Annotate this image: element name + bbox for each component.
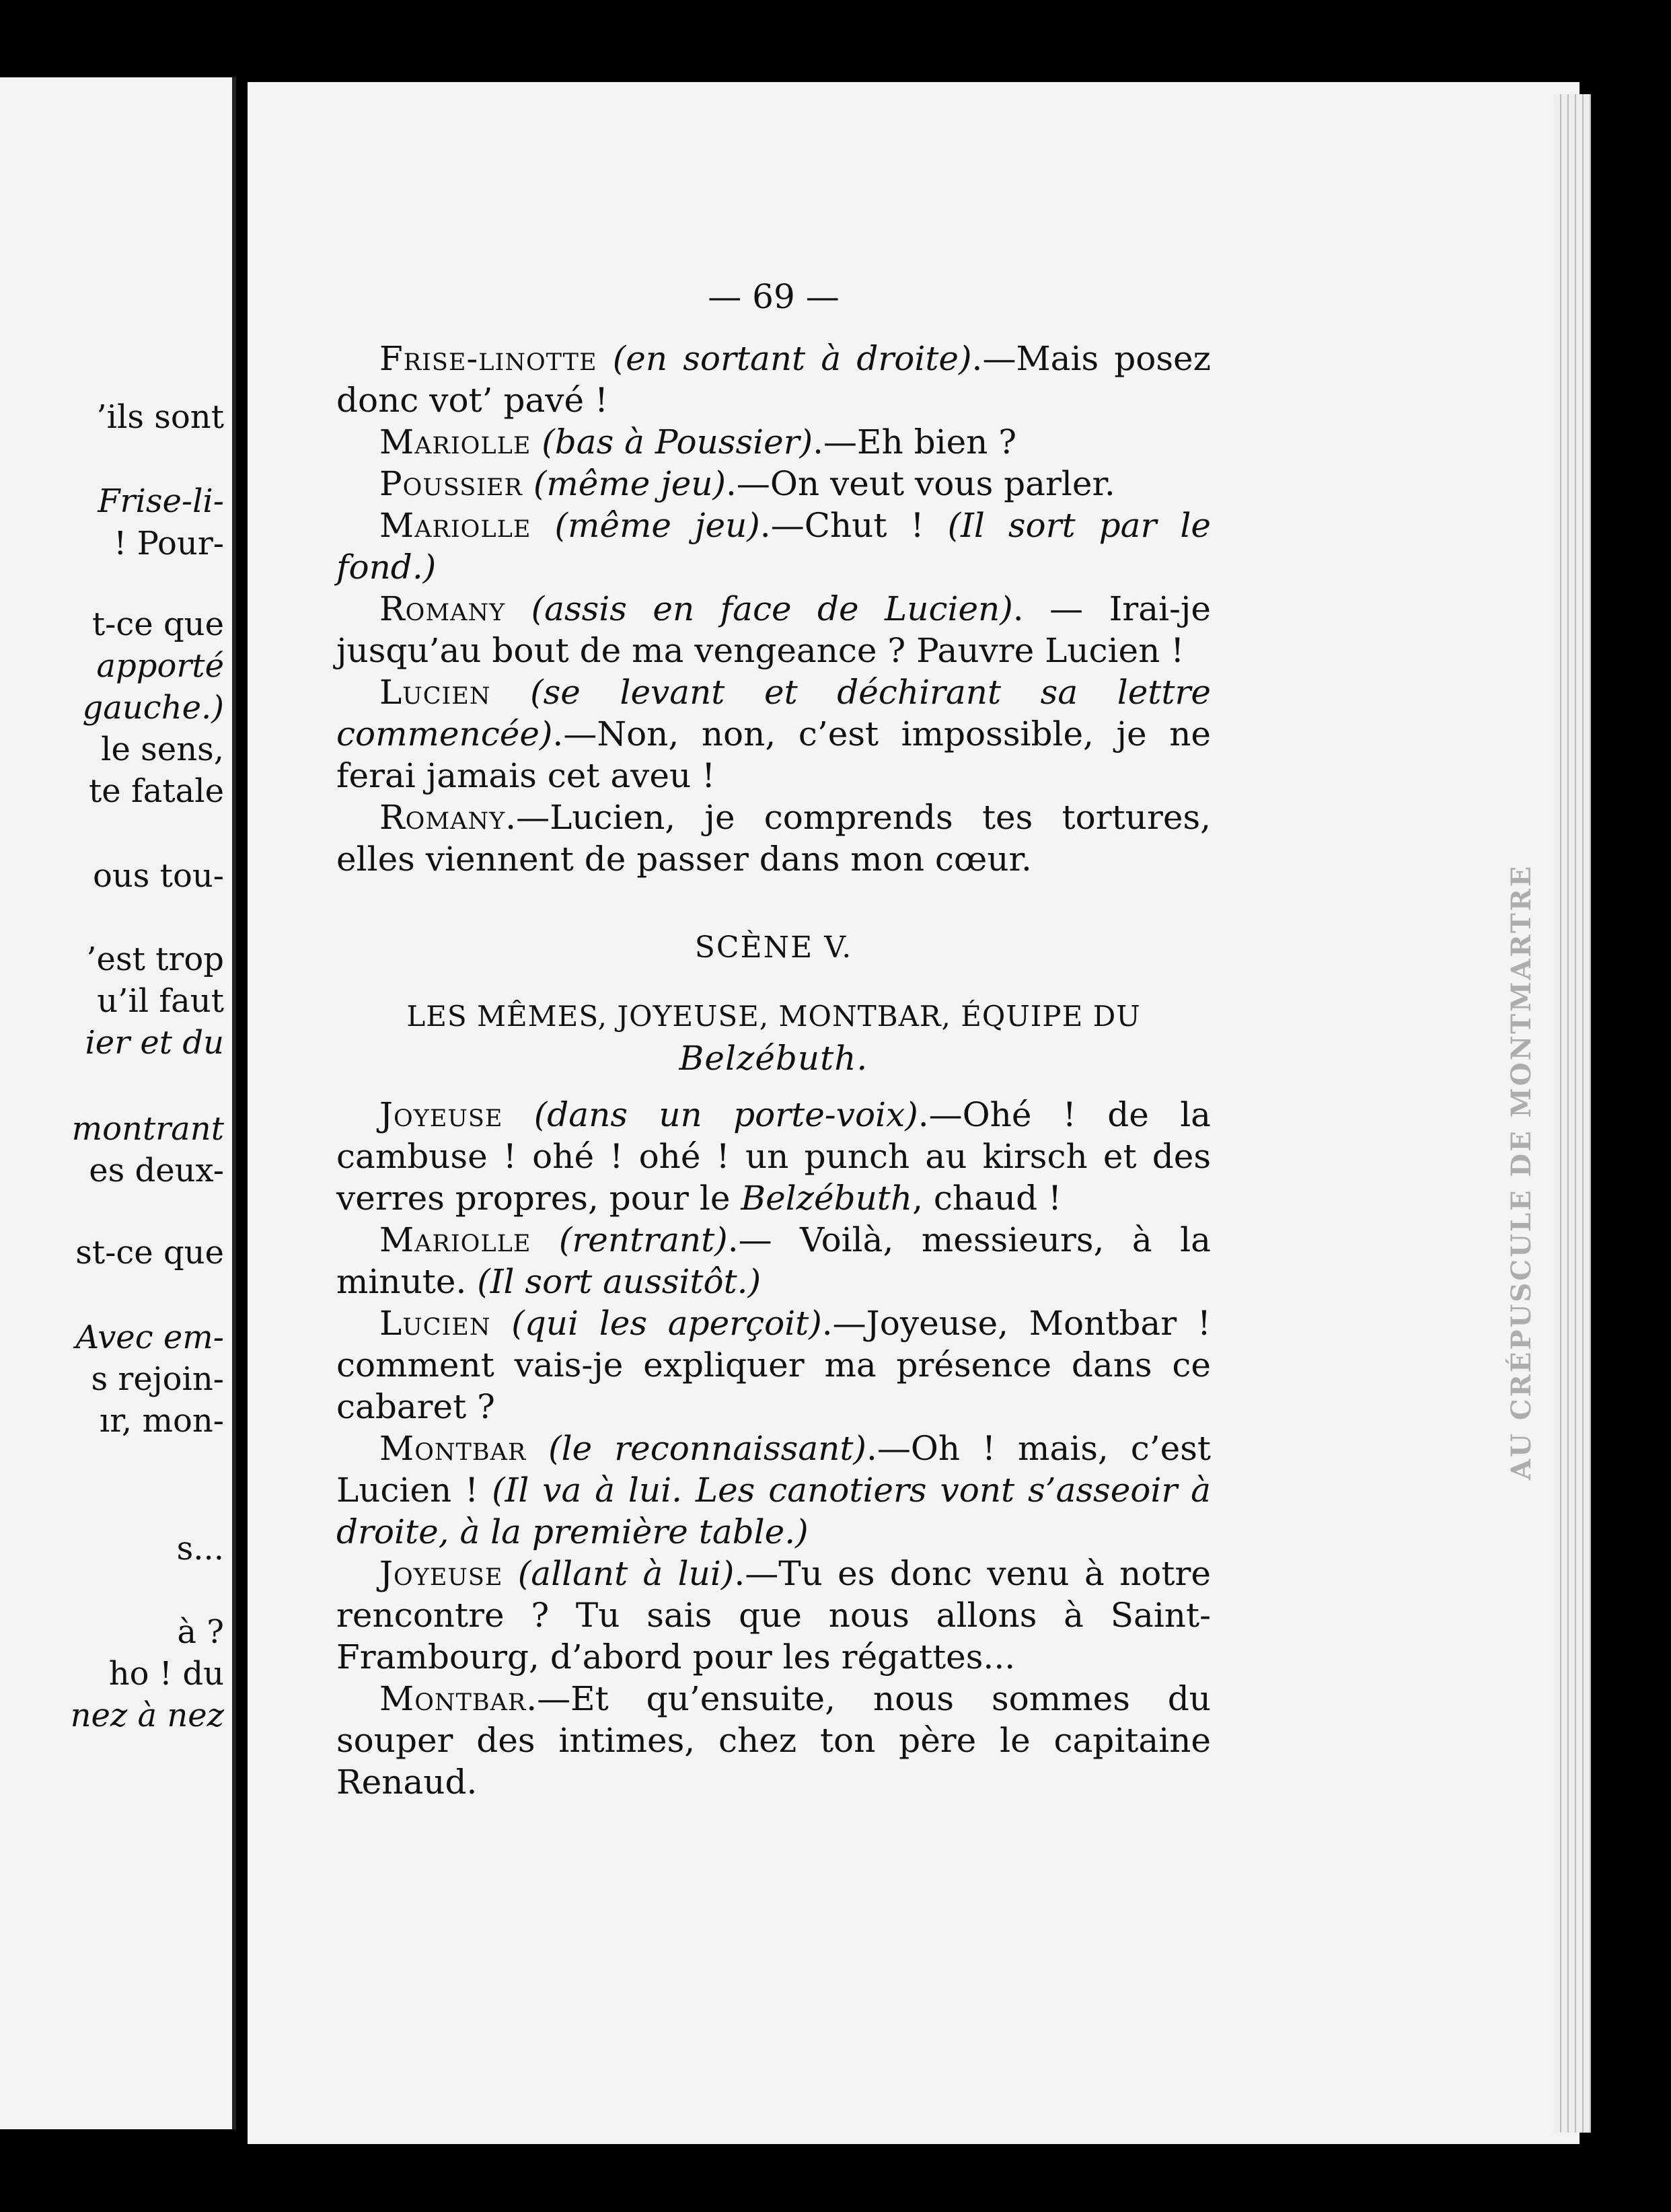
stage-direction: (assis en face de Lucien) [531,589,1013,628]
dialogue-text-continued: , chaud ! [912,1179,1062,1218]
speaker-name: Romany [379,798,506,837]
speaker-name: Lucien [379,1304,491,1343]
stage-direction: (Il sort aussitôt.) [477,1262,762,1301]
left-page-line: montrant [71,1110,224,1148]
left-page-line: ’est trop [86,941,224,978]
left-page [0,77,236,2129]
dialogue-paragraph [336,338,1211,421]
dialogue-block-before [336,338,1211,880]
left-page-line: le sens, [101,731,224,768]
left-page-line: nez à nez [70,1697,224,1734]
stage-direction: (dans un porte-voix) [533,1095,918,1134]
speaker-name: Montbar [379,1679,527,1718]
dialogue-paragraph [336,1428,1211,1553]
left-page-line: Avec em- [75,1319,224,1356]
speaker-name: Joyeuse [379,1095,503,1134]
dialogue-text: . — Irai-je jusqu’au bout de ma vengeance ? Pauvre Lucien ! [336,589,1212,670]
left-page-line: u’il faut [97,982,224,1020]
speaker-name: Frise-linotte [379,339,597,378]
stage-direction: (Il va à lui. Les canotiers vont s’asseoir à droite, à la première table.) [336,1471,1211,1551]
speaker-name: Poussier [379,464,523,503]
stage-direction: (Il sort par le fond.) [336,506,1212,587]
dialogue-paragraph [336,671,1211,797]
speaker-name: Romany [379,589,506,628]
dialogue-text: .—Oh ! mais, c’est Lucien ! [336,1429,1211,1510]
left-page-line: apporté [96,647,224,685]
left-page-line: ous tou- [92,857,224,895]
scene-cast-italic: Belzébuth. [679,1039,868,1078]
dialogue-text: .—Lucien, je comprends tes tortures, elles viennent de passer dans mon cœur. [336,798,1211,879]
dialogue-text: .—Joyeuse, Montbar ! comment vais-je expliquer ma présence dans ce cabaret ? [336,1304,1211,1426]
dialogue-paragraph [336,1678,1211,1803]
dialogue-paragraph [336,588,1211,671]
left-page-line: t-ce que [91,605,224,643]
stage-direction: (qui les aperçoit) [511,1304,822,1343]
speaker-name: Mariolle [379,422,531,462]
stage-direction: (le reconnaissant) [548,1429,866,1468]
dialogue-paragraph [336,1094,1211,1219]
margin-bleed-text: AU CRÉPUSCULE DE MONTMARTRE [1506,864,1537,1480]
dialogue-paragraph [336,797,1211,880]
dialogue-paragraph [336,1553,1211,1678]
dialogue-text: .—Ohé ! de la cambuse ! ohé ! ohé ! un punch au kirsch et des verres propres, pour le [336,1095,1211,1218]
left-page-line: ır, mon- [99,1402,224,1440]
left-page-line: ho ! du [108,1655,224,1693]
speaker-name: Mariolle [379,506,531,545]
left-page-line: te fatale [89,772,224,810]
dialogue-paragraph [336,1219,1211,1302]
dialogue-block-after [336,1094,1211,1803]
speaker-name: Montbar [379,1429,527,1468]
scene-cast [336,996,1211,1079]
stage-direction: (se levant et déchirant sa lettre commencée) [336,673,1211,753]
stage-direction: (même jeu) [533,464,727,503]
speaker-name: Joyeuse [379,1554,503,1593]
stage-direction: (bas à Poussier) [542,422,813,462]
left-page-line: gauche.) [82,689,224,727]
dialogue-text: .—Chut ! [759,506,948,545]
page-edge [1554,94,1591,2133]
stage-direction: (même jeu) [554,506,760,545]
dialogue-text: .—On veut vous parler. [726,464,1115,503]
left-page-line: es deux- [89,1152,224,1189]
left-page-line: ! Pour- [114,525,224,562]
speaker-name: Mariolle [379,1220,531,1259]
dialogue-paragraph [336,505,1211,588]
dialogue-text: .—Et qu’ensuite, nous sommes du souper des intimes, chez ton père le capitaine Renaud. [336,1679,1211,1802]
dialogue-paragraph [336,1302,1211,1428]
dialogue-paragraph [336,463,1211,505]
left-page-line: s... [176,1530,224,1568]
left-page-line: à ? [177,1613,224,1651]
italic-term: Belzébuth [741,1179,913,1218]
stage-direction: (en sortant à droite) [612,339,972,378]
text-column [336,276,1211,1803]
dialogue-text: .— Voilà, messieurs, à la minute. [336,1220,1211,1301]
dialogue-paragraph [336,421,1211,463]
dialogue-text: .—Eh bien ? [813,422,1017,462]
speaker-name: Lucien [379,673,491,712]
scene-cast-text: LES MÊMES, JOYEUSE, MONTBAR, ÉQUIPE DU [406,1000,1141,1033]
left-page-line: ier et du [85,1024,224,1062]
stage-direction: (rentrant) [558,1220,728,1259]
page-number: — 69 — [708,277,840,316]
stage-direction: (allant à lui) [517,1554,735,1593]
dialogue-text: .—Tu es donc venu à notre rencontre ? Tu sais que nous allons à Saint-Frambourg, d’abord pour les régattes... [336,1554,1211,1676]
dialogue-text: .—Non, non, c’est impossible, je ne ferai jamais cet aveu ! [336,714,1211,795]
left-page-line: Frise-li- [98,482,224,520]
scene-heading: SCÈNE V. [694,930,853,965]
left-page-line: s rejoin- [91,1360,224,1398]
left-page-line: st-ce que [75,1234,224,1271]
left-page-line: ’ils sont [96,398,224,436]
dialogue-text: .—Mais posez donc vot’ pavé ! [336,339,1211,420]
